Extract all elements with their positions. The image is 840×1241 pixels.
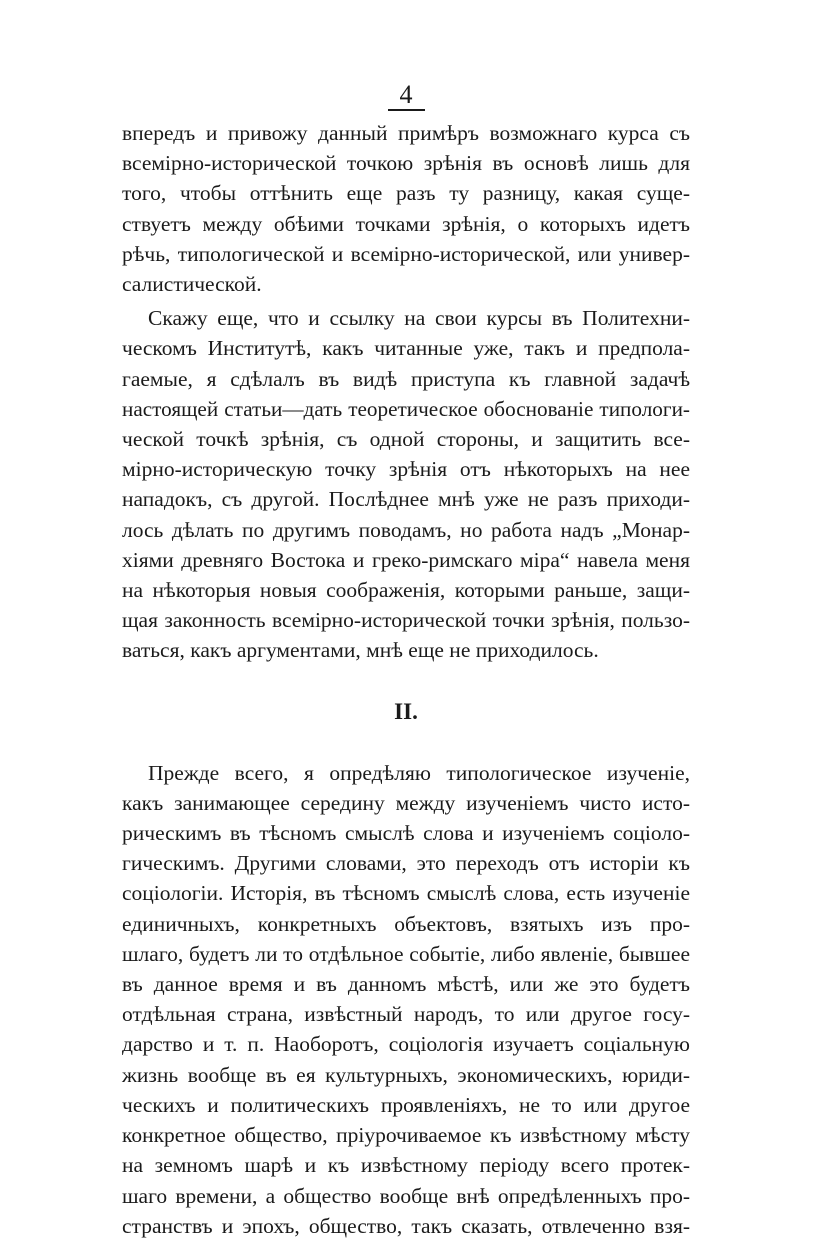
page-number-text: 4	[388, 81, 425, 111]
text-line: на земномъ шарѣ и къ извѣстному періоду всего протек-	[122, 1153, 690, 1178]
text-line: рическимъ въ тѣсномъ смыслѣ слова и изученіемъ соціоло-	[122, 821, 690, 846]
text-line: щая законность всемірно-исторической точки зрѣнія, пользо-	[122, 608, 690, 633]
text-line: нападокъ, съ другой. Послѣднее мнѣ уже не разъ приходи-	[122, 487, 690, 512]
text-line: лось дѣлать по другимъ поводамъ, но работа надъ „Монар-	[122, 517, 690, 542]
page-number	[122, 78, 690, 112]
document-page	[122, 78, 690, 1241]
text-line: въ данное время и въ данномъ мѣстѣ, или же это будетъ	[122, 972, 690, 997]
text-line: жизнь вообще въ ея культурныхъ, экономическихъ, юриди-	[122, 1062, 690, 1087]
text-line: какъ занимающее середину между изученіемъ чисто исто-	[122, 790, 690, 815]
text-line: всемірно-исторической точкою зрѣнія въ основѣ лишь для	[122, 151, 690, 176]
text-line: хіями древняго Востока и греко-римскаго міра“ навела меня	[122, 547, 690, 572]
text-line: Прежде всего, я опредѣляю типологическое изученіе,	[148, 760, 690, 785]
paragraph-1	[122, 118, 690, 299]
paragraph-2	[122, 303, 690, 665]
text-line: рѣчь, типологической и всемірно-исторической, или универ-	[122, 241, 690, 266]
section-heading: II.	[394, 698, 418, 724]
text-line: впередъ и привожу данный примѣръ возможнаго курса съ	[122, 121, 690, 145]
text-line: настоящей статьи—дать теоретическое обоснованіе типологи-	[122, 396, 690, 421]
text-line: ствуетъ между обѣими точками зрѣнія, о которыхъ идетъ	[122, 211, 690, 236]
text-line: мірно-историческую точку зрѣнія отъ нѣкоторыхъ на нее	[122, 457, 690, 482]
text-line: ваться, какъ аргументами, мнѣ еще не приходилось.	[122, 638, 599, 663]
text-line: гическимъ. Другими словами, это переходъ отъ исторіи къ	[122, 851, 690, 876]
text-line: шаго времени, а общество вообще внѣ опредѣленныхъ про-	[122, 1183, 690, 1208]
text-line: ческомъ Институтѣ, какъ читанные уже, такъ и предпола-	[122, 336, 690, 361]
text-line: конкретное общество, пріурочиваемое къ извѣстному мѣсту	[122, 1123, 690, 1148]
text-line: отдѣльная страна, извѣстный народъ, то или другое госу-	[122, 1002, 690, 1027]
text-line: салистической.	[122, 272, 262, 297]
text-line: странствъ и эпохъ, общество, такъ сказать, отвлеченно взя-	[122, 1213, 690, 1238]
text-line: ческой точкѣ зрѣнія, съ одной стороны, и защитить все-	[122, 427, 690, 452]
text-line: шлаго, будетъ ли то отдѣльное событіе, либо явленіе, бывшее	[122, 941, 690, 966]
text-line: гаемые, я сдѣлалъ въ видѣ приступа къ главной задачѣ	[122, 366, 690, 391]
paragraph-3	[122, 758, 690, 1241]
text-line: единичныхъ, конкретныхъ объектовъ, взятыхъ изъ про-	[122, 911, 690, 936]
text-line: на нѣкоторыя новыя соображенія, которыми раньше, защи-	[122, 578, 690, 603]
text-line: того, чтобы оттѣнить еще разъ ту разницу, какая суще-	[122, 181, 690, 206]
text-line: дарство и т. п. Наоборотъ, соціологія изучаетъ соціальную	[122, 1032, 690, 1057]
text-line: ческихъ и политическихъ проявленіяхъ, не то или другое	[122, 1092, 690, 1117]
text-line: Скажу еще, что и ссылку на свои курсы въ Политехни-	[148, 306, 690, 331]
text-line: соціологіи. Исторія, въ тѣсномъ смыслѣ слова, есть изученіе	[122, 881, 690, 906]
